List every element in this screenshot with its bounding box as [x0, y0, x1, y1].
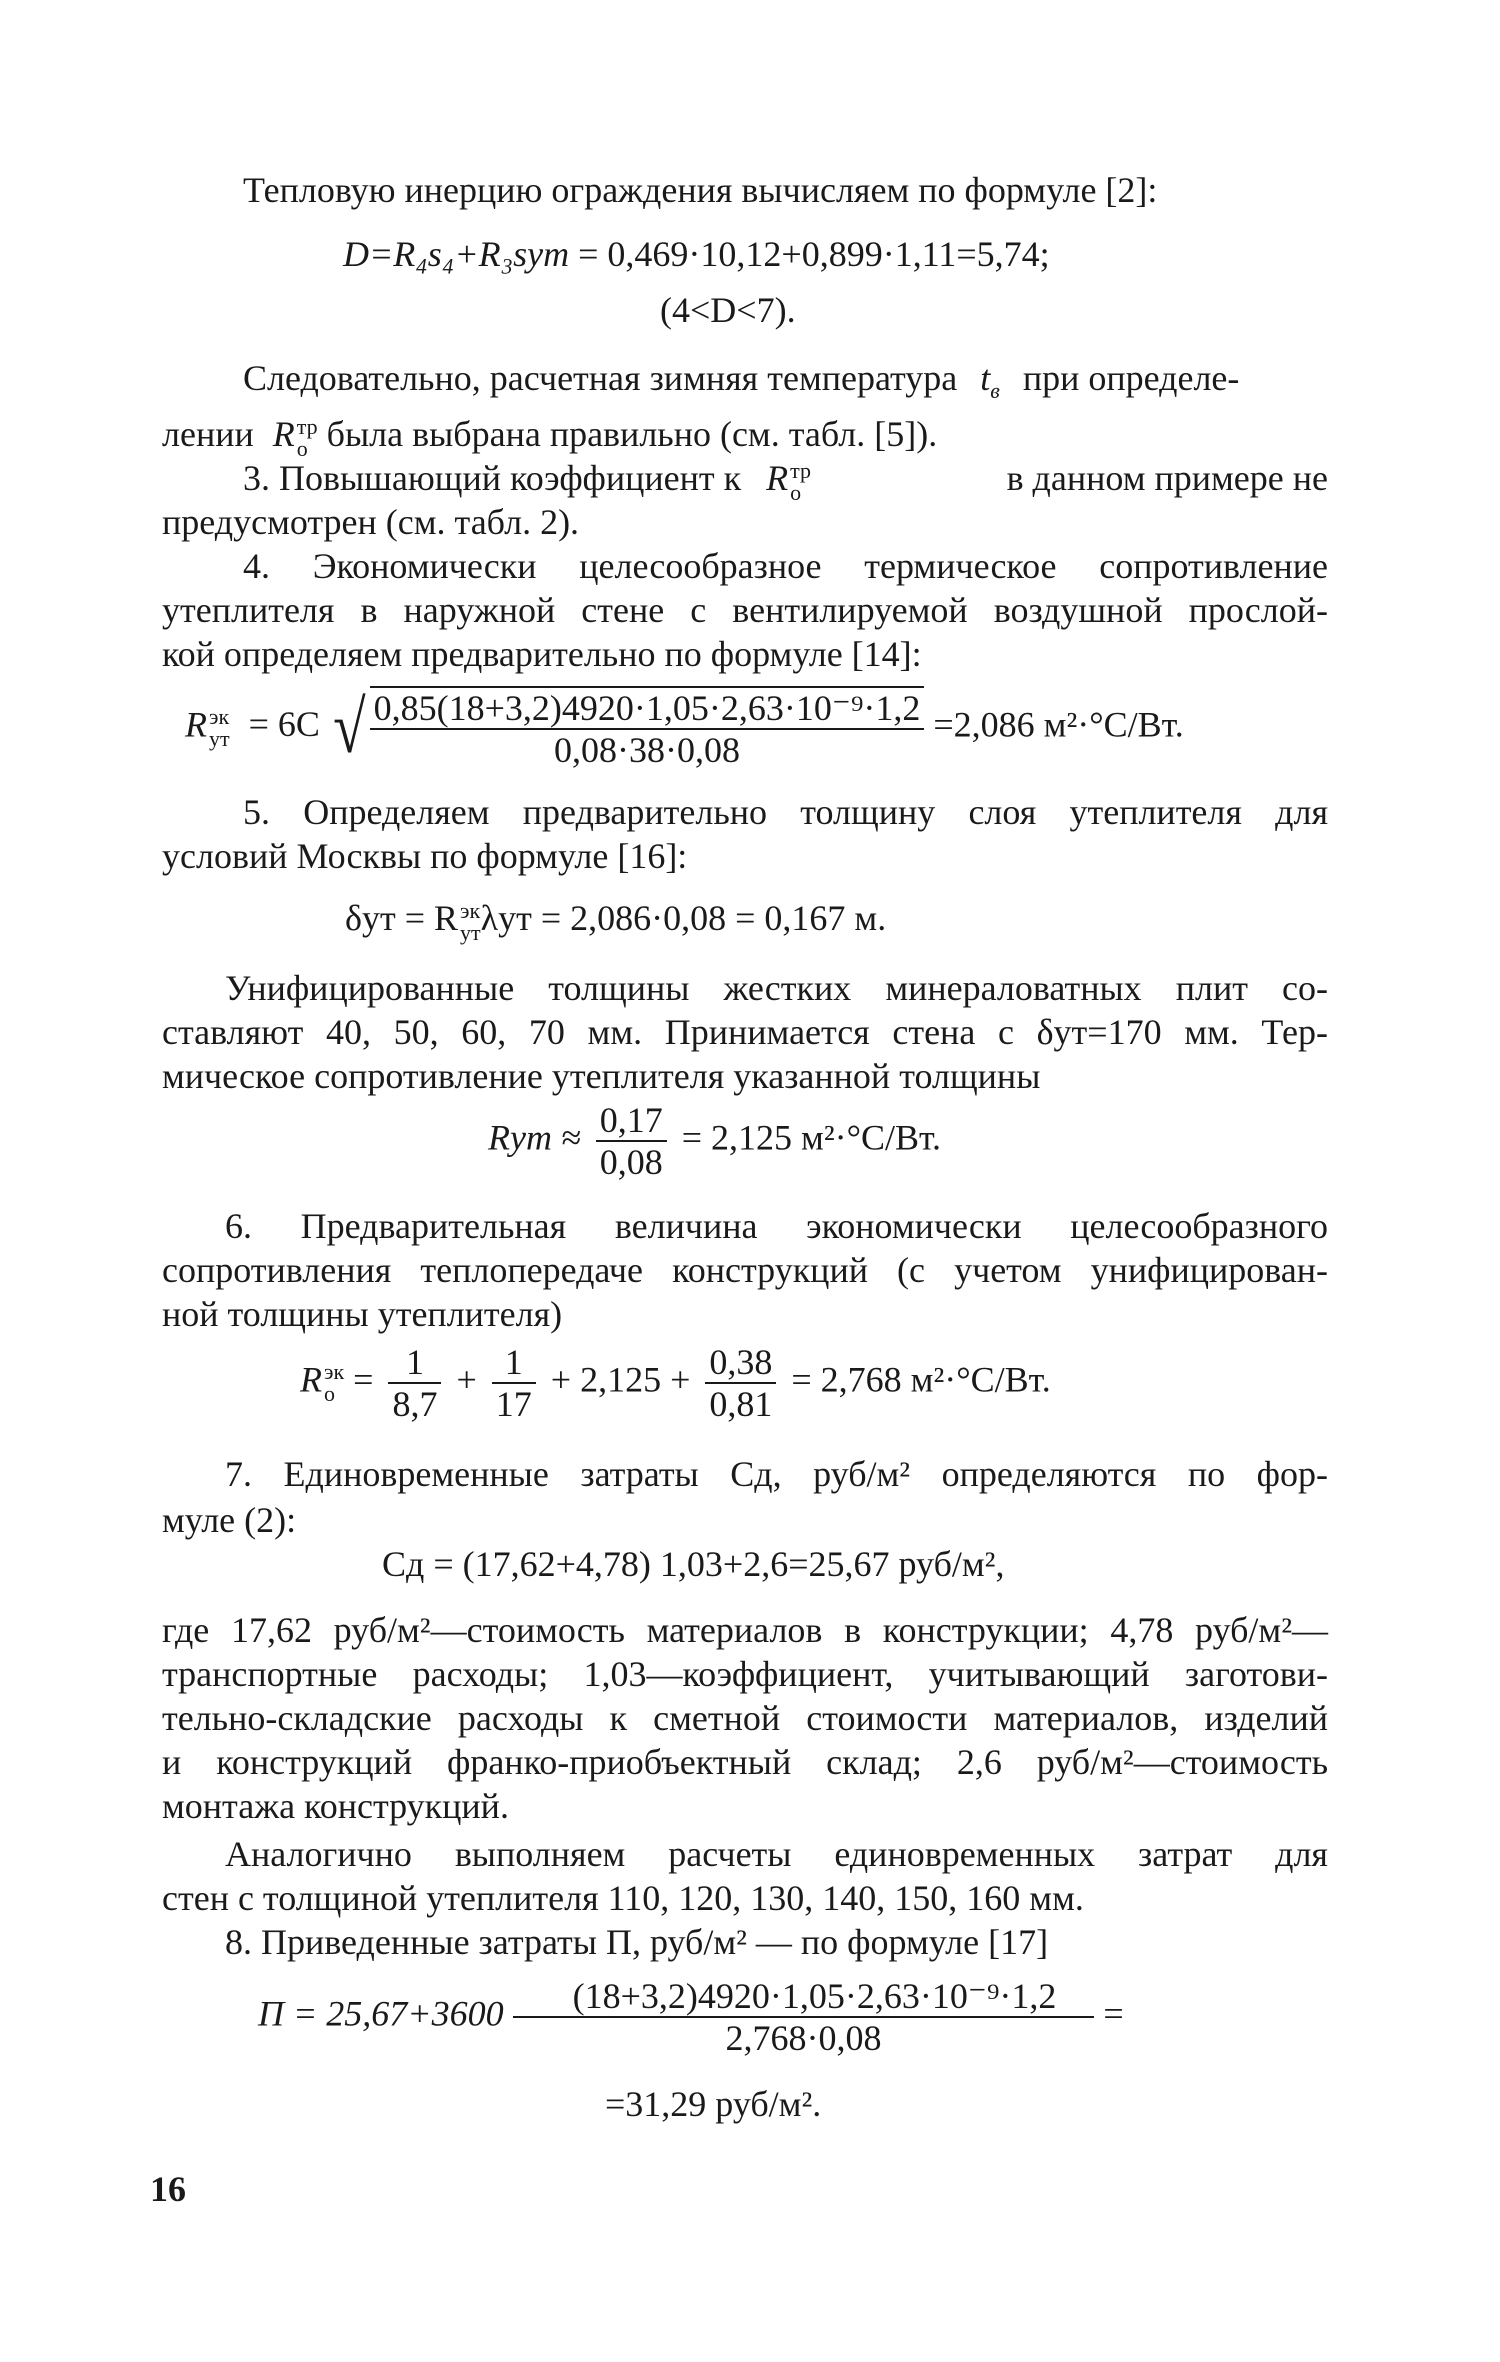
formula-R-sup: эк — [460, 897, 481, 923]
fraction-numerator: 1 — [388, 1342, 441, 1384]
text-line: Тепловую инерцию ограждения вычисляем по формуле [2]: — [243, 170, 1158, 210]
fraction — [388, 1342, 441, 1424]
text-line: условий Москвы по формуле [16]: — [162, 836, 688, 876]
fraction-denominator: 8,7 — [392, 1384, 438, 1424]
text-line: 5. Определяем предварительно толщину слоя утеплителя для — [243, 792, 1328, 832]
formula-R: R — [185, 704, 207, 745]
fraction-numerator: (18+3,2)4920·1,05·2,63·10⁻⁹·1,2 — [513, 1976, 1095, 2018]
page-number: 16 — [150, 2169, 186, 2209]
symbol-R: R — [272, 414, 295, 454]
symbol-R-sup: тр — [790, 457, 811, 483]
text-line — [243, 456, 1328, 504]
radical-sign-icon: √ — [333, 687, 366, 769]
formula-lhs: δут = R — [345, 898, 459, 938]
formula-plus: + — [456, 1359, 477, 1400]
formula-insulation-thickness — [345, 896, 886, 944]
text-line: транспортные расходы; 1,03—коэффициент, учитывающий заготови- — [162, 1654, 1328, 1694]
symbol-t-sub: в — [990, 378, 1000, 403]
formula-eq: = — [353, 1359, 374, 1400]
formula-rhs: λут = 2,086·0,08 = 0,167 м. — [480, 898, 887, 938]
formula-R: R — [300, 1359, 322, 1400]
formula-reduced-costs — [258, 1976, 1124, 2058]
text-segment: 3. Повышающий коэффициент к — [243, 458, 742, 498]
symbol-t-main: t — [980, 358, 991, 398]
text-line: ставляют 40, 50, 60, 70 мм. Принимается стена с δут=170 мм. Тер- — [162, 1012, 1328, 1052]
formula-lhs: П = 25,67+3600 — [258, 1993, 504, 2034]
formula-condition: (4<D<7). — [660, 290, 796, 330]
formula-R-indices — [209, 706, 230, 750]
text-line — [162, 412, 937, 460]
fraction — [705, 1342, 776, 1424]
fraction — [513, 1976, 1095, 2058]
symbol-t — [980, 358, 1000, 403]
text-line: 7. Единовременные затраты Сд, руб/м² определяются по фор- — [225, 1454, 1328, 1494]
formula-one-time-costs: Сд = (17,62+4,78) 1,03+2,6=25,67 руб/м², — [382, 1544, 1005, 1584]
text-line: мическое сопротивление утеплителя указанной толщины — [162, 1056, 1041, 1096]
formula-result: =31,29 руб/м². — [605, 2084, 822, 2124]
formula-R-sub: ут — [209, 726, 230, 751]
formula-heat-transfer-resistance — [300, 1342, 1051, 1424]
symbol-R-sub: о — [296, 435, 308, 461]
text-segment: при определе- — [1022, 358, 1240, 398]
fraction-denominator: 0,08·38·0,08 — [553, 730, 740, 770]
text-line: стен с толщиной утеплителя 110, 120, 130, 140, 150, 160 мм. — [162, 1878, 1084, 1918]
fraction — [596, 1100, 667, 1182]
fraction-denominator: 0,08 — [599, 1142, 663, 1182]
text-line: утеплителя в наружной стене с вентилируемой воздушной прослой- — [162, 590, 1328, 630]
text-line: 8. Приведенные затраты П, руб/м² — по формуле [17] — [225, 1922, 1049, 1962]
fraction-numerator: 1 — [492, 1342, 536, 1384]
formula-rhs: = 2,125 м²·°С/Вт. — [681, 1117, 942, 1158]
text-line: где 17,62 руб/м²—стоимость материалов в конструкции; 4,78 руб/м²— — [162, 1610, 1328, 1650]
fraction-denominator: 2,768·0,08 — [725, 2018, 882, 2058]
text-line: тельно-складские расходы к сметной стоимости материалов, изделий — [162, 1698, 1328, 1738]
fraction-numerator: 0,17 — [596, 1100, 667, 1142]
formula-R-indices — [324, 1361, 344, 1405]
formula-R-sub: ут — [460, 919, 481, 945]
text-line: монтажа конструкций. — [162, 1786, 509, 1826]
text-line: Унифицированные толщины жестких минераловатных плит со- — [225, 968, 1328, 1008]
text-line: и конструкций франко-приобъектный склад; 2,6 руб/м²—стоимость — [162, 1742, 1328, 1782]
fraction-denominator: 0,81 — [709, 1384, 773, 1424]
fraction-numerator: 0,85(18+3,2)4920·1,05·2,63·10⁻⁹·1,2 — [370, 688, 925, 730]
formula-lhs: Rут ≈ — [488, 1117, 581, 1158]
fraction — [370, 688, 925, 770]
fraction-denominator: 17 — [495, 1384, 532, 1424]
symbol-R: R — [766, 458, 789, 498]
formula-eq: = 6С — [248, 704, 320, 745]
symbol-R-sup: тр — [296, 413, 318, 439]
formula-R-sup: эк — [209, 704, 230, 729]
symbol-R-sub: о — [790, 479, 802, 505]
symbol-R-indices — [296, 413, 318, 461]
formula-rhs: =2,086 м²·°С/Вт. — [933, 704, 1184, 745]
text-line: Аналогично выполняем расчеты единовременных затрат для — [225, 1834, 1328, 1874]
text-segment: была выбрана правильно (см. табл. [5]). — [326, 414, 938, 454]
symbol-R-indices — [790, 457, 811, 505]
text-line: муле (2): — [162, 1500, 297, 1540]
text-line: предусмотрен (см. табл. 2). — [162, 502, 580, 542]
text-line: ной толщины утеплителя) — [162, 1294, 563, 1334]
formula-economic-resistance — [185, 686, 1184, 770]
formula-thermal-inertia — [343, 232, 1050, 276]
formula-middle: + 2,125 + — [550, 1359, 691, 1400]
formula-rhs: = 2,768 м²·°С/Вт. — [791, 1359, 1051, 1400]
text-line: 4. Экономически целесообразное термическое сопротивление — [243, 546, 1328, 586]
text-segment: Следовательно, расчетная зимняя температура — [243, 358, 958, 398]
radical-body — [370, 686, 925, 770]
square-root — [329, 686, 924, 770]
fraction — [492, 1342, 536, 1424]
text-segment: в данном примере не — [1006, 458, 1328, 498]
text-line: кой определяем предварительно по формуле [14]: — [162, 634, 922, 674]
formula-R-sup: эк — [324, 1359, 345, 1384]
text-segment: лении — [162, 414, 254, 454]
formula-R-sub: о — [324, 1381, 335, 1406]
formula-eq: = — [1103, 1993, 1124, 2034]
fraction-numerator: 0,38 — [705, 1342, 776, 1384]
formula-rhs: = 0,469·10,12+0,899·1,11=5,74; — [578, 234, 1050, 274]
text-line — [243, 356, 1239, 413]
formula-lhs: D=R₄s₄+R₃sут — [343, 234, 570, 274]
text-line: 6. Предварительная величина экономически целесообразного — [225, 1206, 1328, 1246]
text-line: сопротивления теплопередаче конструкций (с учетом унифицирован- — [162, 1250, 1328, 1290]
formula-insulation-resistance — [488, 1100, 941, 1182]
formula-R-indices — [460, 897, 481, 945]
